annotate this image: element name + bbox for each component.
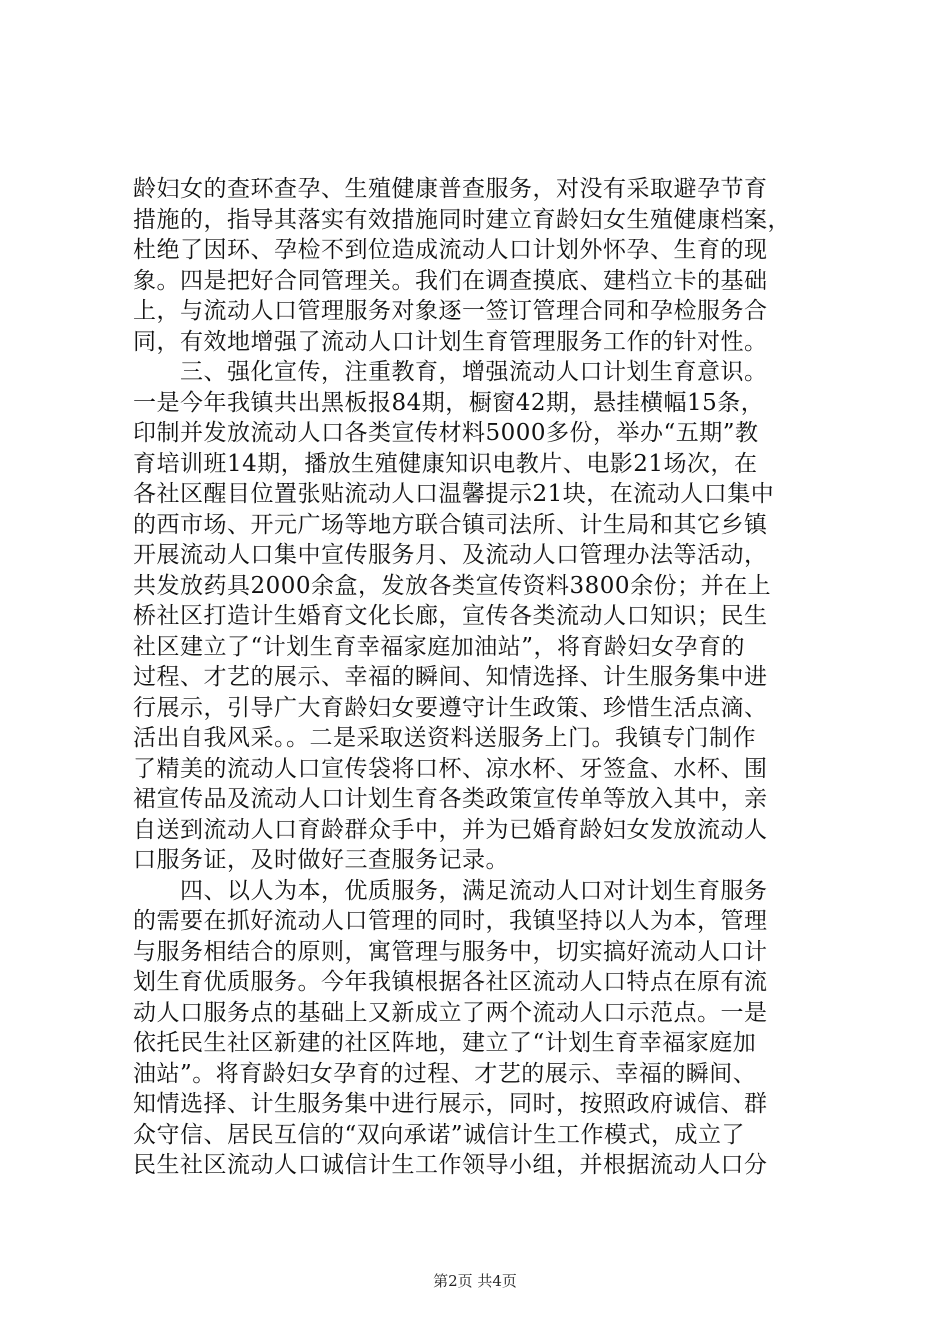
text-line: 各社区醒目位置张贴流动人口温馨提示21块，在流动人口集中 xyxy=(133,481,775,507)
text-line: 措施的，指导其落实有效措施同时建立育龄妇女生殖健康档案， xyxy=(133,206,791,233)
text-line: 活出自我风采。。二是采取送资料送服务上门。我镇专门制作 xyxy=(133,725,756,751)
text-line: 印制并发放流动人口各类宣传材料5000多份，举办“五期”教 xyxy=(133,420,759,446)
text-line: 的西市场、开元广场等地方联合镇司法所、计生局和其它乡镇 xyxy=(133,511,768,538)
text-line: 了精美的流动人口宣传袋将口杯、凉水杯、牙签盒、水杯、围 xyxy=(133,755,768,782)
text-line: 与服务相结合的原则，寓管理与服务中，切实搞好流动人口计 xyxy=(133,938,768,965)
text-line: 共发放药具2000余盒，发放各类宣传资料3800余份；并在上 xyxy=(133,572,772,599)
text-line: 众守信、居民互信的“双向承诺”诚信计生工作模式，成立了 xyxy=(133,1121,746,1148)
text-line: 社区建立了“计划生育幸福家庭加油站”，将育龄妇女孕育的 xyxy=(133,633,746,660)
text-line: 行展示，引导广大育龄妇女要遵守计生政策、珍惜生活点滴、 xyxy=(133,694,768,721)
text-line: 油站”。将育龄妇女孕育的过程、才艺的展示、幸福的瞬间、 xyxy=(133,1060,757,1087)
text-line: 依托民生社区新建的社区阵地，建立了“计划生育幸福家庭加 xyxy=(133,1030,757,1056)
section-heading-line: 四、以人为本，优质服务，满足流动人口对计划生育服务 xyxy=(133,877,768,904)
text-line: 民生社区流动人口诚信计生工作领导小组，并根据流动人口分 xyxy=(133,1152,768,1178)
text-line: 开展流动人口集中宣传服务月、及流动人口管理办法等活动， xyxy=(133,542,768,568)
text-line: 同，有效地增强了流动人口计划生育管理服务工作的针对性。 xyxy=(133,328,768,355)
text-line: 桥社区打造计生婚育文化长廊，宣传各类流动人口知识；民生 xyxy=(133,603,768,629)
text-line: 的需要在抓好流动人口管理的同时，我镇坚持以人为本，管理 xyxy=(133,908,768,934)
text-line: 动人口服务点的基础上又新成立了两个流动人口示范点。一是 xyxy=(133,999,768,1026)
body-text xyxy=(133,174,833,1181)
text-line: 杜绝了因环、孕检不到位造成流动人口计划外怀孕、生育的现 xyxy=(133,237,768,263)
page-number-label: 第2页 共4页 xyxy=(433,1272,517,1290)
text-line: 过程、才艺的展示、幸福的瞬间、知情选择、计生服务集中进 xyxy=(133,664,768,690)
section-heading-line: 三、强化宣传，注重教育，增强流动人口计划生育意识。 xyxy=(133,359,768,385)
text-line: 知情选择、计生服务集中进行展示，同时，按照政府诚信、群 xyxy=(133,1091,768,1117)
text-line: 口服务证，及时做好三查服务记录。 xyxy=(133,847,509,873)
text-line: 裙宣传品及流动人口计划生育各类政策宣传单等放入其中，亲 xyxy=(133,786,768,812)
text-line: 自送到流动人口育龄群众手中，并为已婚育龄妇女发放流动人 xyxy=(133,816,768,843)
text-line: 一是今年我镇共出黑板报84期，橱窗42期，悬挂横幅15条， xyxy=(133,389,765,416)
text-line: 象。四是把好合同管理关。我们在调查摸底、建档立卡的基础 xyxy=(133,267,768,294)
text-line: 划生育优质服务。今年我镇根据各社区流动人口特点在原有流 xyxy=(133,969,768,995)
text-line: 龄妇女的查环查孕、生殖健康普查服务，对没有采取避孕节育 xyxy=(133,176,768,202)
text-line: 上，与流动人口管理服务对象逐一签订管理合同和孕检服务合 xyxy=(133,298,768,324)
text-line: 育培训班14期，播放生殖健康知识电教片、电影21场次，在 xyxy=(133,450,758,477)
page-footer xyxy=(0,1271,950,1291)
